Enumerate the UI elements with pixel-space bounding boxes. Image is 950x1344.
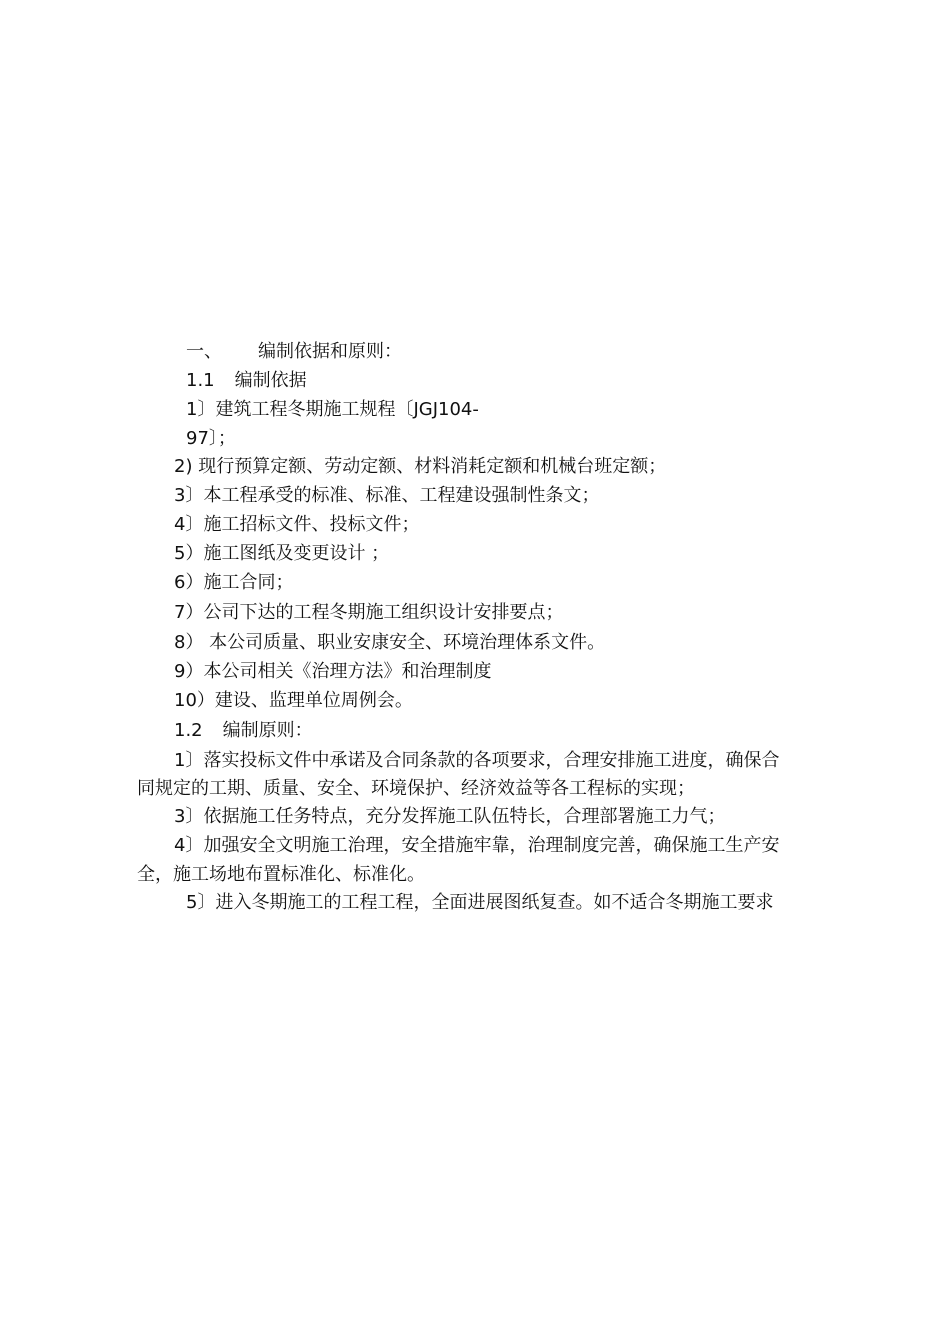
basis-heading: [186, 369, 307, 393]
basis-heading-title: 编制依据: [234, 370, 307, 391]
section-heading-title: 编制依据和原则：: [258, 341, 402, 362]
basis-item: 2) 现行预算定额、劳动定额、材料消耗定额和机械台班定额；: [174, 456, 667, 477]
basis-item: 8） 本公司质量、职业安康安全、环境治理体系文件。: [174, 632, 606, 653]
basis-item: 4〕施工招标文件、投标文件；: [174, 514, 420, 535]
section-heading: [186, 340, 402, 364]
principles-heading-title: 编制原则：: [222, 720, 313, 741]
principle-line: 全，施工场地布置标准化、标准化。: [137, 864, 425, 885]
basis-item: 3〕本工程承受的标准、标准、工程建设强制性条文；: [174, 485, 600, 506]
principle-line: 1〕落实投标文件中承诺及合同条款的各项要求，合理安排施工进度，确保合: [174, 750, 780, 771]
basis-item: 6）施工合同；: [174, 572, 294, 593]
principle-line: 5〕进入冬期施工的工程工程，全面进展图纸复查。如不适合冬期施工要求: [186, 892, 774, 913]
basis-item: 7）公司下达的工程冬期施工组织设计安排要点；: [174, 602, 564, 623]
principles-heading-number: 1.2: [174, 720, 203, 741]
basis-item: 5）施工图纸及变更设计 ；: [174, 543, 390, 564]
basis-item: 1〕建筑工程冬期施工规程〔JGJ104-: [186, 399, 479, 420]
principle-line: 同规定的工期、质量、安全、环境保护、经济效益等各工程标的实现；: [137, 778, 695, 799]
principle-line: 3〕依据施工任务特点，充分发挥施工队伍特长，合理部署施工力气；: [174, 806, 726, 827]
basis-item: 9）本公司相关《治理方法》和治理制度: [174, 661, 492, 682]
principle-line: 4〕加强安全文明施工治理，安全措施牢靠，治理制度完善，确保施工生产安: [174, 835, 780, 856]
section-heading-number: 一、: [186, 341, 222, 362]
basis-item: 97〕；: [186, 428, 236, 449]
basis-item: 10）建设、监理单位周例会。: [174, 690, 413, 711]
basis-heading-number: 1.1: [186, 370, 215, 391]
principles-heading: [174, 719, 313, 743]
